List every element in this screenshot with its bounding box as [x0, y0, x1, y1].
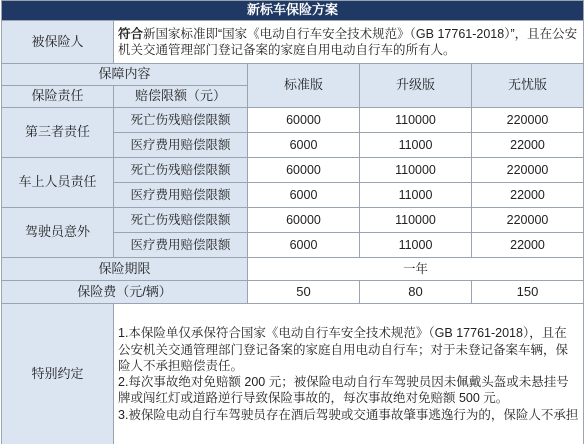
- table-title: 新标车保险方案: [2, 1, 584, 21]
- coverage-item-label: 医疗费用赔偿限额: [114, 233, 248, 258]
- coverage-value-standard: 60000: [248, 108, 360, 133]
- header-limit: 赔偿限额（元）: [114, 86, 248, 108]
- fee-worryfree: 150: [472, 281, 584, 304]
- insured-row: [2, 21, 584, 64]
- insured-description: [114, 21, 584, 64]
- clause-item: 3.被保险电动自行车驾驶员存在酒后驾驶或交通事故肇事逃逸行为的，保险人不承担: [118, 407, 579, 422]
- coverage-value-worryfree: 220000: [472, 108, 584, 133]
- period-value: 一年: [248, 258, 584, 281]
- coverage-row: [2, 208, 584, 233]
- insurance-plan-table: [1, 0, 584, 444]
- period-label: 保险期限: [2, 258, 248, 281]
- plan-header-standard: 标准版: [248, 64, 360, 108]
- coverage-value-worryfree: 22000: [472, 183, 584, 208]
- special-row: [2, 304, 584, 444]
- coverage-group-label: 驾驶员意外: [2, 208, 114, 258]
- header-liability: 保险责任: [2, 86, 114, 108]
- table-body: [2, 1, 584, 444]
- special-label: 特别约定: [2, 304, 114, 444]
- plan-header-upgrade: 升级版: [360, 64, 472, 108]
- fee-standard: 50: [248, 281, 360, 304]
- coverage-value-standard: 60000: [248, 158, 360, 183]
- coverage-row: [2, 158, 584, 183]
- coverage-value-standard: 6000: [248, 133, 360, 158]
- insured-text-bold: 符合: [118, 26, 144, 41]
- coverage-value-upgrade: 11000: [360, 233, 472, 258]
- coverage-value-standard: 60000: [248, 208, 360, 233]
- coverage-value-worryfree: 22000: [472, 133, 584, 158]
- header-coverage: 保障内容: [2, 64, 248, 86]
- coverage-value-upgrade: 110000: [360, 158, 472, 183]
- coverage-value-worryfree: 22000: [472, 233, 584, 258]
- insured-text: 新国家标准即“国家《电动自行车安全技术规范》（GB 17761-2018）”，且在公安机关交通管理部门登记备案的家庭自用电动自行车的所有人。: [118, 26, 578, 57]
- coverage-group-label: 第三者责任: [2, 108, 114, 158]
- coverage-value-upgrade: 11000: [360, 133, 472, 158]
- header-row-1: [2, 64, 584, 86]
- period-row: [2, 258, 584, 281]
- coverage-value-upgrade: 110000: [360, 208, 472, 233]
- coverage-group-label: 车上人员责任: [2, 158, 114, 208]
- coverage-value-worryfree: 220000: [472, 158, 584, 183]
- clause-item: 2.每次事故绝对免赔额 200 元；被保险电动自行车驾驶员因未佩戴头盔或未悬挂号牌或闯红灯或道路逆行导致保险事故的，每次事故绝对免赔额 500 元。: [118, 375, 569, 406]
- coverage-item-label: 医疗费用赔偿限额: [114, 183, 248, 208]
- coverage-item-label: 死亡伤残赔偿限额: [114, 158, 248, 183]
- coverage-value-standard: 6000: [248, 183, 360, 208]
- coverage-value-worryfree: 220000: [472, 208, 584, 233]
- title-row: [2, 1, 584, 21]
- coverage-row: [2, 108, 584, 133]
- fee-label: 保险费（元/辆）: [2, 281, 248, 304]
- special-clauses: [114, 304, 584, 444]
- coverage-item-label: 死亡伤残赔偿限额: [114, 108, 248, 133]
- fee-upgrade: 80: [360, 281, 472, 304]
- clause-item: 1.本保险单仅承保符合国家《电动自行车安全技术规范》（GB 17761-2018），且在公安机关交通管理部门登记备案的家庭自用电动自行车；对于未登记备案车辆，保险人不承担赔偿责任。: [118, 326, 569, 373]
- coverage-value-upgrade: 110000: [360, 108, 472, 133]
- coverage-item-label: 医疗费用赔偿限额: [114, 133, 248, 158]
- fee-row: [2, 281, 584, 304]
- coverage-value-upgrade: 11000: [360, 183, 472, 208]
- plan-header-worryfree: 无忧版: [472, 64, 584, 108]
- coverage-value-standard: 6000: [248, 233, 360, 258]
- insured-label: 被保险人: [2, 21, 114, 64]
- coverage-item-label: 死亡伤残赔偿限额: [114, 208, 248, 233]
